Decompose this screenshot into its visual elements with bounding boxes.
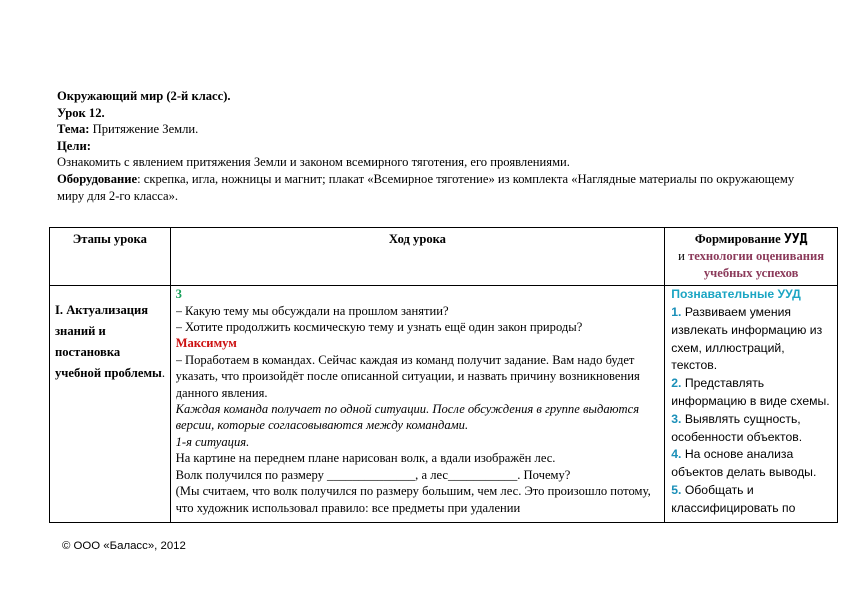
lesson-header <box>57 88 797 204</box>
uud-heading: Познавательные УУД <box>671 287 801 302</box>
equipment-label: Оборудование <box>57 171 138 186</box>
uud-cell <box>665 286 838 523</box>
team-note: Каждая команда получает по одной ситуации. После обсуждения в группе выдаются версии, которые согласовываются между командами. <box>175 402 640 433</box>
uud-item <box>671 375 833 411</box>
situation-label: 1-я ситуация. <box>175 434 250 449</box>
slide-number: 3 <box>175 287 182 302</box>
uud-item <box>671 482 833 518</box>
topic-label: Тема: <box>57 122 90 137</box>
team-task: – Поработаем в командах. Сейчас каждая из команд получит задание. Вам надо будет указать, что произойдёт после описанной ситуации, и назвать причину возникновения данного явления. <box>175 352 640 400</box>
header-tech-label: технологии оценивания учебных успехов <box>688 249 825 280</box>
stage-cell <box>50 286 171 523</box>
equipment-text: : скрепка, игла, ножницы и магнит; плакат «Всемирное тяготение» из комплекта «Наглядные материалы по окружающему миру для 2-го класса». <box>57 171 795 203</box>
goals-label: Цели: <box>57 138 91 153</box>
header-formation-label: Формирование <box>694 232 781 246</box>
question-1: – Какую тему мы обсуждали на прошлом занятии? <box>175 303 449 318</box>
topic-value: Притяжение Земли. <box>92 122 199 137</box>
picture-text: На картине на переднем плане нарисован волк, а вдали изображён лес. <box>175 451 556 466</box>
maximum-label: Максимум <box>175 336 237 351</box>
stage-label: I. Актуализация знаний и постановка учебной проблемы <box>55 303 162 381</box>
lesson-number: Урок 12. <box>57 105 105 120</box>
uud-item-text: Развиваем умения извлекать информацию из схем, иллюстраций, текстов. <box>671 305 823 373</box>
subject-title: Окружающий мир (2-й класс). <box>57 89 231 103</box>
question-2: – Хотите продолжить космическую тему и узнать ещё один закон природы? <box>175 320 583 335</box>
table-row <box>50 286 838 523</box>
goals-text: Ознакомить с явлением притяжения Земли и законом всемирного тяготения, его проявлениями. <box>57 155 570 170</box>
course-cell <box>170 286 665 523</box>
uud-item-text: Выявлять сущность, особенности объектов. <box>671 411 803 444</box>
header-formation <box>665 228 838 286</box>
uud-item-text: Обобщать и классифицировать по <box>671 482 796 515</box>
copyright-footer: © ООО «Баласс», 2012 <box>62 540 186 552</box>
header-uud-label: УУД <box>783 232 808 247</box>
answer-text: (Мы считаем, что волк получился по размеру большим, чем лес. Это произошло потому, что художник использовал правило: все предметы при удалении <box>175 484 651 515</box>
uud-item-number: 3. <box>671 411 682 426</box>
uud-item <box>671 446 833 482</box>
uud-item-number: 5. <box>671 482 682 497</box>
header-stages: Этапы урока <box>50 228 171 286</box>
table-header-row <box>50 228 838 286</box>
uud-item-number: 1. <box>671 305 682 320</box>
uud-item-text: Представлять информацию в виде схемы. <box>671 376 830 408</box>
uud-item-number: 4. <box>671 447 682 462</box>
uud-item <box>671 411 833 447</box>
stage-dot: . <box>161 366 166 381</box>
lesson-table <box>49 227 838 523</box>
header-course: Ход урока <box>170 228 665 286</box>
wolf-question: Волк получился по размеру ______________, а лес___________. Почему? <box>175 467 571 482</box>
uud-item-text: На основе анализа объектов делать выводы. <box>671 447 817 480</box>
header-and: и <box>678 249 685 264</box>
uud-item-number: 2. <box>671 376 682 391</box>
uud-item <box>671 304 833 375</box>
